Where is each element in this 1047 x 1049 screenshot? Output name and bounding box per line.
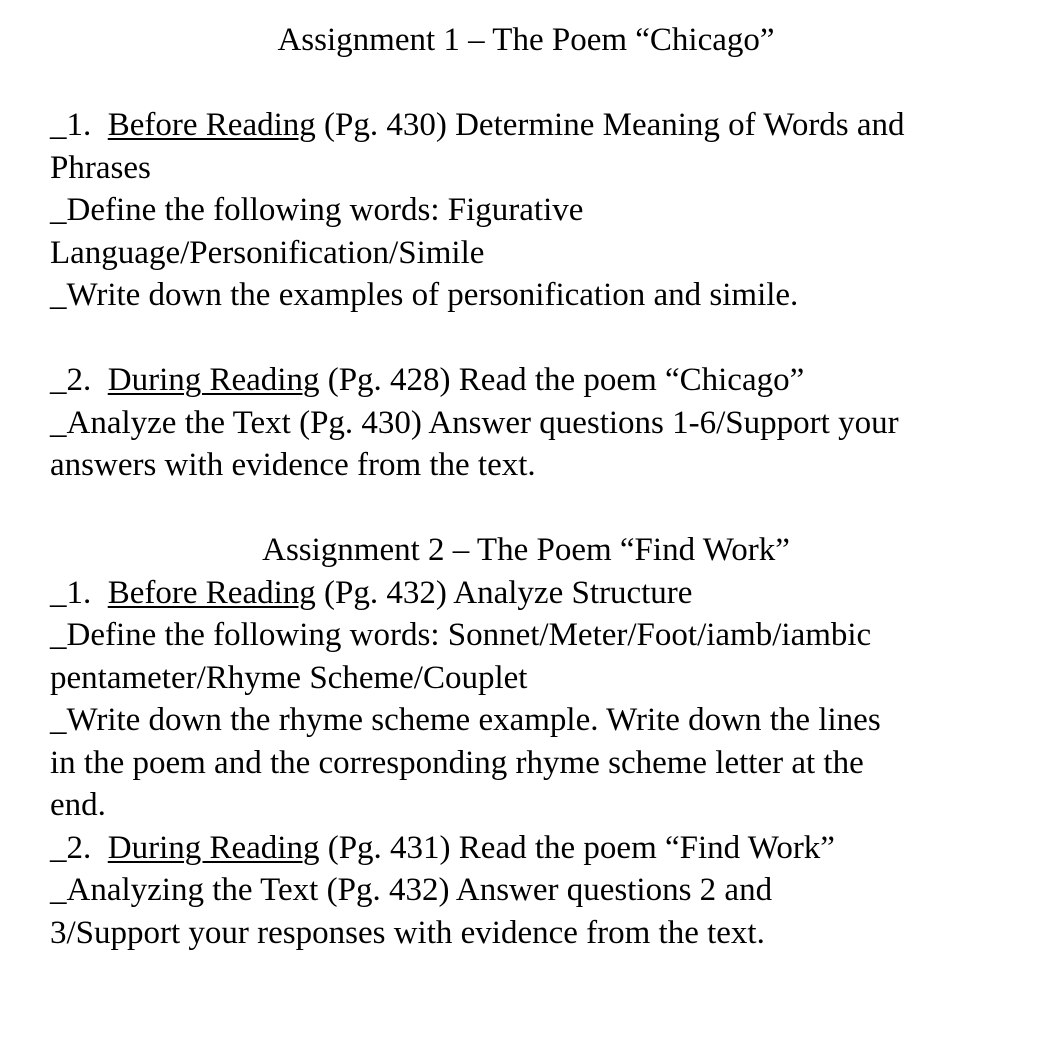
- assignment-1-item-1-cont: Phrases: [50, 149, 151, 186]
- assignment-2-write-line-2: in the poem and the corresponding rhyme scheme letter at the: [50, 744, 864, 781]
- assignment-1-analyze-line-1: _Analyze the Text (Pg. 430) Answer questions 1-6/Support your: [50, 404, 899, 441]
- before-reading-label: Before Reading: [107, 107, 316, 143]
- assignment-1-title: Assignment 1 – The Poem “Chicago”: [277, 22, 775, 58]
- during-reading-label: During Reading: [107, 362, 320, 398]
- assignment-1-analyze-line-2: answers with evidence from the text.: [50, 447, 536, 483]
- assignment-2-write-line-1: _Write down the rhyme scheme example. Write down the lines: [50, 702, 881, 738]
- assignment-2-item-2: [50, 827, 1010, 870]
- assignment-1-define-line-1: _Define the following words: Figurative: [50, 192, 584, 228]
- assignment-1-item-2: [50, 359, 1010, 402]
- before-reading-label: Before Reading: [107, 574, 316, 611]
- during-reading-label: During Reading: [107, 829, 320, 866]
- assignment-1-write: _Write down the examples of personification and simile.: [50, 277, 799, 313]
- item-text: (Pg. 428) Read the poem “Chicago”: [319, 362, 805, 398]
- spacer: [50, 317, 1010, 360]
- assignment-2-write-line-3: end.: [50, 787, 106, 823]
- item-text: (Pg. 431) Read the poem “Find Work”: [319, 829, 835, 866]
- item-text: (Pg. 430) Determine Meaning of Words and: [315, 107, 905, 143]
- assignment-2-define-line-2: pentameter/Rhyme Scheme/Couplet: [50, 659, 528, 696]
- assignment-2-analyze-line-2: 3/Support your responses with evidence from the text.: [50, 914, 765, 951]
- item-text: (Pg. 432) Analyze Structure: [315, 574, 693, 611]
- spacer: [50, 62, 1010, 105]
- spacer: [50, 487, 1010, 530]
- item-prefix: _1.: [50, 107, 108, 143]
- assignment-1-item-1: [50, 104, 1010, 147]
- item-prefix: _2.: [50, 829, 108, 866]
- item-prefix: _1.: [50, 574, 108, 611]
- assignment-2-title: Assignment 2 – The Poem “Find Work”: [262, 532, 790, 568]
- document-page: [50, 19, 1010, 954]
- item-prefix: _2.: [50, 362, 108, 398]
- assignment-2-item-1: [50, 572, 1010, 615]
- assignment-2-analyze-line-1: _Analyzing the Text (Pg. 432) Answer questions 2 and: [50, 872, 773, 908]
- assignment-1-define-line-2: Language/Personification/Simile: [50, 234, 485, 271]
- assignment-2-define-line-1: _Define the following words: Sonnet/Meter/Foot/iamb/iambic: [50, 617, 872, 653]
